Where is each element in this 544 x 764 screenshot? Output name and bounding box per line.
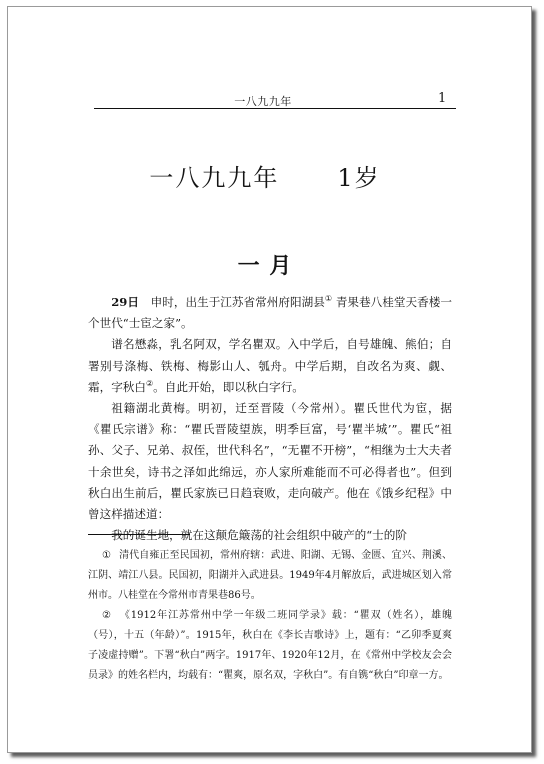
section-title: 一 月	[237, 253, 293, 279]
chapter-year: 一八九九年	[149, 164, 280, 192]
body-text	[88, 292, 452, 546]
paragraph-text: 青果巷八桂堂天香楼一个世代“士宦之家”。	[88, 295, 452, 331]
footnote-text: 《1912年江苏常州中学一年级二班同学录》载：“瞿双（姓名），雄魄（号），十五（年龄）”。1915年，秋白在《李长吉歌诗》上，题有：“乙卯季夏爽子凌虚持赠”。下署“秋白”两字。1917年、1920年12月，在《常州中学校友会会员录》的姓名栏内，均载有：“瞿爽，原名双，字秋白”。有自镌“秋白”印章一方。	[88, 610, 453, 681]
footnote-ref: ②	[145, 378, 154, 388]
entry-date: 29日	[111, 295, 139, 309]
page-number: 1	[438, 91, 447, 106]
paragraph-text: 申时，出生于江苏省常州府阳湖县	[150, 295, 325, 309]
chapter-title	[90, 158, 440, 193]
footnote-mark: ②	[102, 610, 112, 622]
paragraph: 祖籍湖北黄梅。明初，迁至晋陵（今常州）。瞿氏世代为宦，据《瞿氏宗谱》称：“瞿氏晋陵望族，明季巨富，号‘瞿半城’”。瞿氏“祖孙、父子、兄弟、叔侄，世代科名”，“无瞿不开榜”，“相继为士大夫者十余世矣，诗书之泽如此绵远，亦人家所难能而不可必得者也”。但到秋白出生前后，瞿氏家族已日趋衰败，走向破产。他在《饿乡纪程》中曾这样描述道：	[88, 401, 452, 522]
footnotes	[88, 546, 452, 687]
footnote	[88, 606, 452, 685]
footnote-text: 清代自雍正至民国初，常州府辖：武进、阳湖、无锡、金匮、宜兴、荆溪、江阴、靖江八县。民国初，阳湖并入武进县。1949年4月解放后，武进城区划入常州市。八桂堂在今常州市青果巷86号。	[88, 550, 453, 601]
footnote	[88, 546, 452, 605]
header-rule	[94, 108, 456, 109]
footnote-ref: ①	[324, 294, 333, 304]
chapter-age: 1岁	[337, 164, 381, 192]
footnote-rule	[88, 534, 190, 535]
running-head-title: 一八九九年	[234, 95, 292, 108]
paragraph	[88, 292, 452, 334]
paragraph-text: 谱名懋淼，乳名阿双，学名瞿双。入中学后，自号雄魄、熊伯；自署别号涤梅、铁梅、梅影山人、瓠舟。中学后期，自改名为爽、觑、霜，字秋白	[88, 337, 452, 394]
paragraph-text: 。自此开始，即以秋白字行。	[153, 379, 304, 394]
footnote-mark: ①	[102, 550, 112, 561]
paragraph	[88, 334, 452, 398]
paragraph: 我的诞生地，就在这颠危簸荡的社会组织中破产的“士的阶	[111, 528, 407, 543]
